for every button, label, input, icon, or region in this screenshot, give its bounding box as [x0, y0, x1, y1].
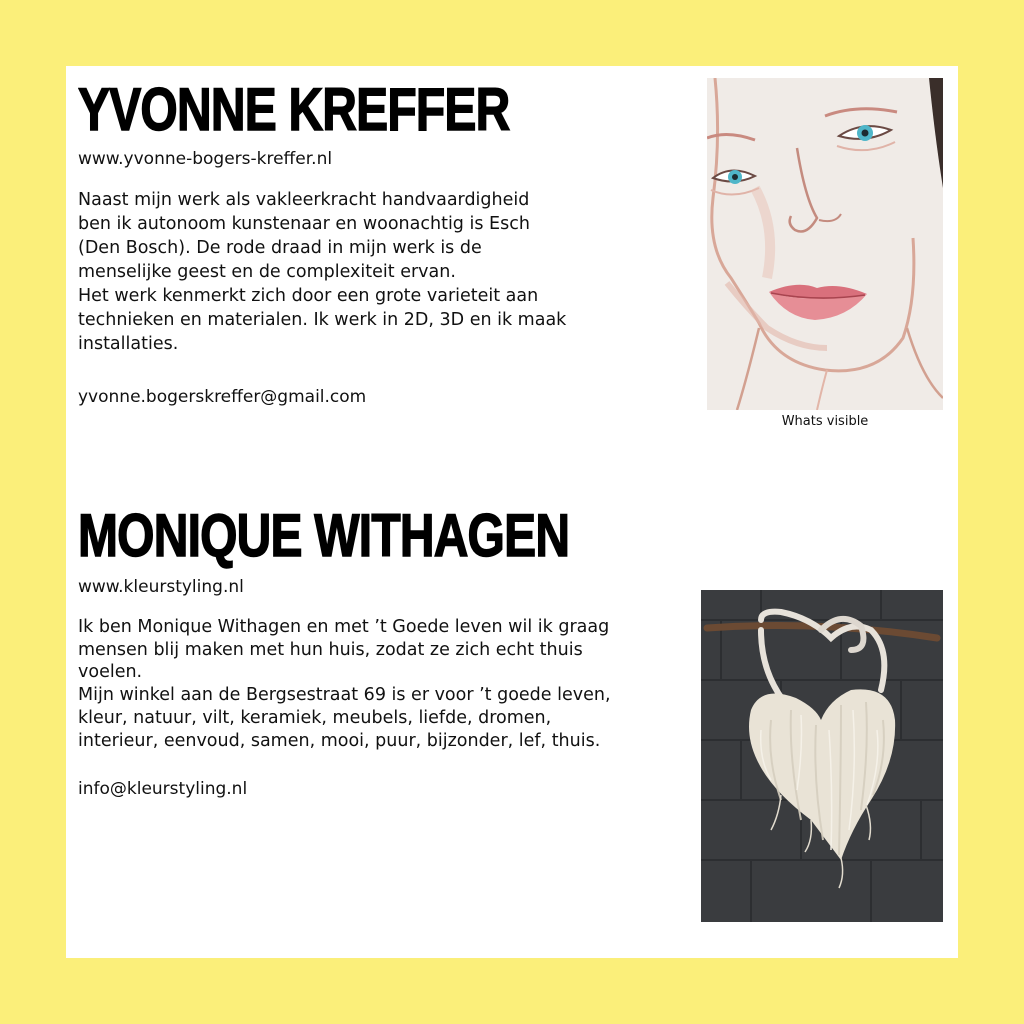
artist-name: YVONNE KREFFER	[78, 76, 510, 143]
bio-line: technieken en materialen. Ik werk in 2D, 3D en ik maak	[78, 310, 567, 330]
bio-line: voelen.	[78, 662, 143, 683]
artwork-caption: Whats visible	[781, 414, 869, 429]
artwork-felt-heart-photo	[701, 590, 943, 922]
bio-line: Ik ben Monique Withagen en met ’t Goede leven wil ik graag	[78, 617, 610, 637]
artist-section-yvonne	[78, 76, 678, 408]
bio-line: installaties.	[78, 334, 179, 354]
bio-line: kleur, natuur, vilt, keramiek, meubels, liefde, dromen,	[78, 707, 552, 728]
bio-line: mensen blij maken met hun huis, zodat ze zich echt thuis	[78, 639, 583, 660]
artist-email-link[interactable]: yvonne.bogerskreffer@gmail.com	[78, 387, 367, 407]
bio-line: ben ik autonoom kunstenaar en woonachtig is Esch	[78, 214, 530, 234]
bio-line: Het werk kenmerkt zich door een grote varieteit aan	[78, 286, 539, 306]
artist-bio	[78, 616, 678, 752]
page-panel	[66, 66, 958, 958]
artwork-portrait-painting	[707, 78, 943, 410]
artist-name: MONIQUE WITHAGEN	[78, 502, 570, 569]
artist-website-link[interactable]: www.kleurstyling.nl	[78, 577, 244, 597]
artist-bio	[78, 188, 678, 356]
bio-line: menselijke geest en de complexiteit ervan.	[78, 262, 456, 282]
artist-section-monique	[78, 502, 678, 800]
artist-website-link[interactable]: www.yvonne-bogers-kreffer.nl	[78, 149, 333, 169]
bio-line: Mijn winkel aan de Bergsestraat 69 is er voor ’t goede leven,	[78, 685, 611, 706]
bio-line: (Den Bosch). De rode draad in mijn werk is de	[78, 238, 482, 258]
bio-line: Naast mijn werk als vakleerkracht handvaardigheid	[78, 190, 530, 210]
bio-line: interieur, eenvoud, samen, mooi, puur, bijzonder, lef, thuis.	[78, 730, 601, 751]
artist-email-link[interactable]: info@kleurstyling.nl	[78, 779, 248, 800]
